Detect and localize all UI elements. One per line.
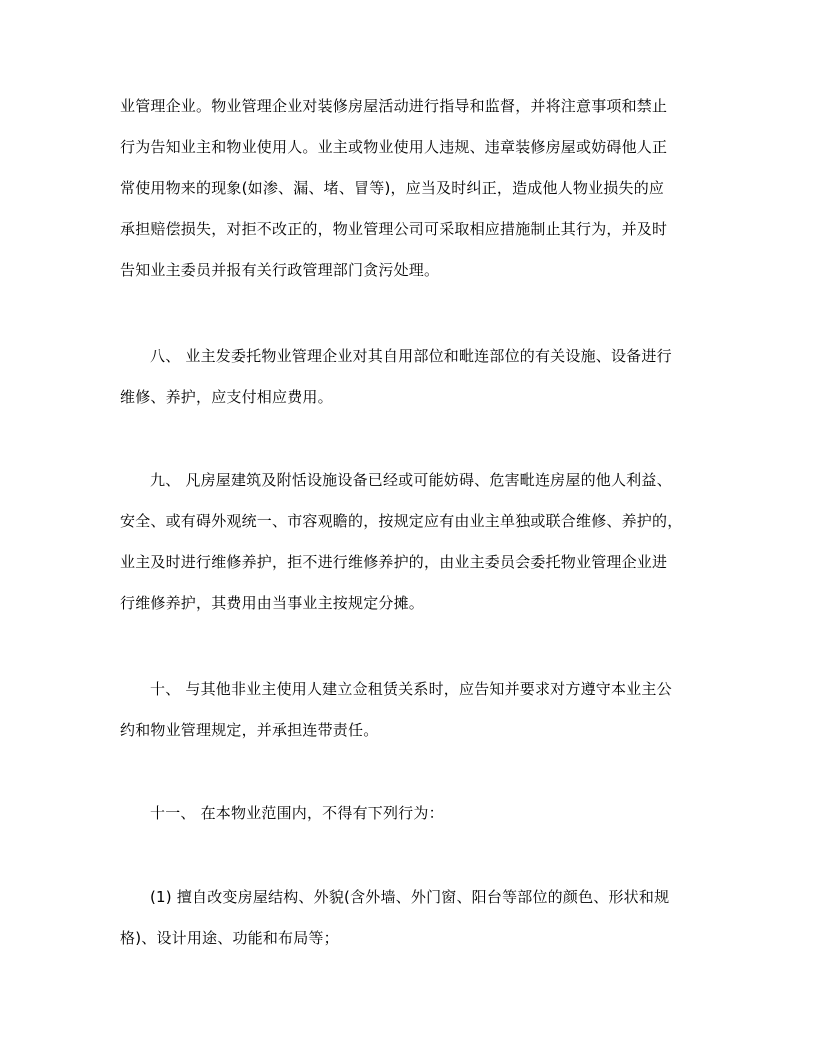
paragraph-line: 业主及时进行维修养护，拒不进行维修养护的，由业主委员会委托物业管理企业进 [120, 553, 668, 571]
clause-eleven-line: 十一、 在本物业范围内，不得有下列行为： [150, 804, 444, 822]
paragraph-line: 约和物业管理规定，并承担连带责任。 [120, 721, 379, 739]
paragraph-line: 行为告知业主和物业使用人。业主或物业使用人违规、违章装修房屋或妨碍他人正 [120, 138, 668, 156]
paragraph-line: 常使用物来的现象(如渗、漏、堵、冒等)，应当及时纠正，造成他人物业损失的应 [120, 179, 665, 197]
clause-nine-line: 九、 凡房屋建筑及附恬设施设备已经或可能妨碍、危害毗连房屋的他人利益、 [150, 471, 672, 489]
paragraph-line: 业管理企业。物业管理企业对装修房屋活动进行指导和监督，并将注意事项和禁止 [120, 97, 668, 115]
paragraph-line: 承担赔偿损失，对拒不改正的，物业管理公司可采取相应措施制止其行为，并及时 [120, 220, 668, 238]
paragraph-line: 告知业主委员并报有关行政管理部门贪污处理。 [120, 261, 440, 279]
list-item-line: (1) 擅自改变房屋结构、外貌(含外墙、外门窗、阳台等部位的颜色、形状和规 [150, 888, 670, 906]
paragraph-line: 格)、设计用途、功能和布局等； [120, 929, 339, 947]
clause-ten-line: 十、 与其他非业主使用人建立佥租赁关系时，应告知并要求对方遵守本业主公 [150, 680, 672, 698]
paragraph-line: 安全、或有碍外观统一、市容观瞻的，按规定应有由业主单独或联合维修、养护的， [120, 512, 683, 530]
paragraph-line: 行维修养护，其费用由当事业主按规定分摊。 [120, 594, 425, 612]
paragraph-line: 维修、养护，应支付相应费用。 [120, 388, 333, 406]
clause-eight-line: 八、 业主发委托物业管理企业对其自用部位和毗连部位的有关设施、设备进行 [150, 347, 672, 365]
